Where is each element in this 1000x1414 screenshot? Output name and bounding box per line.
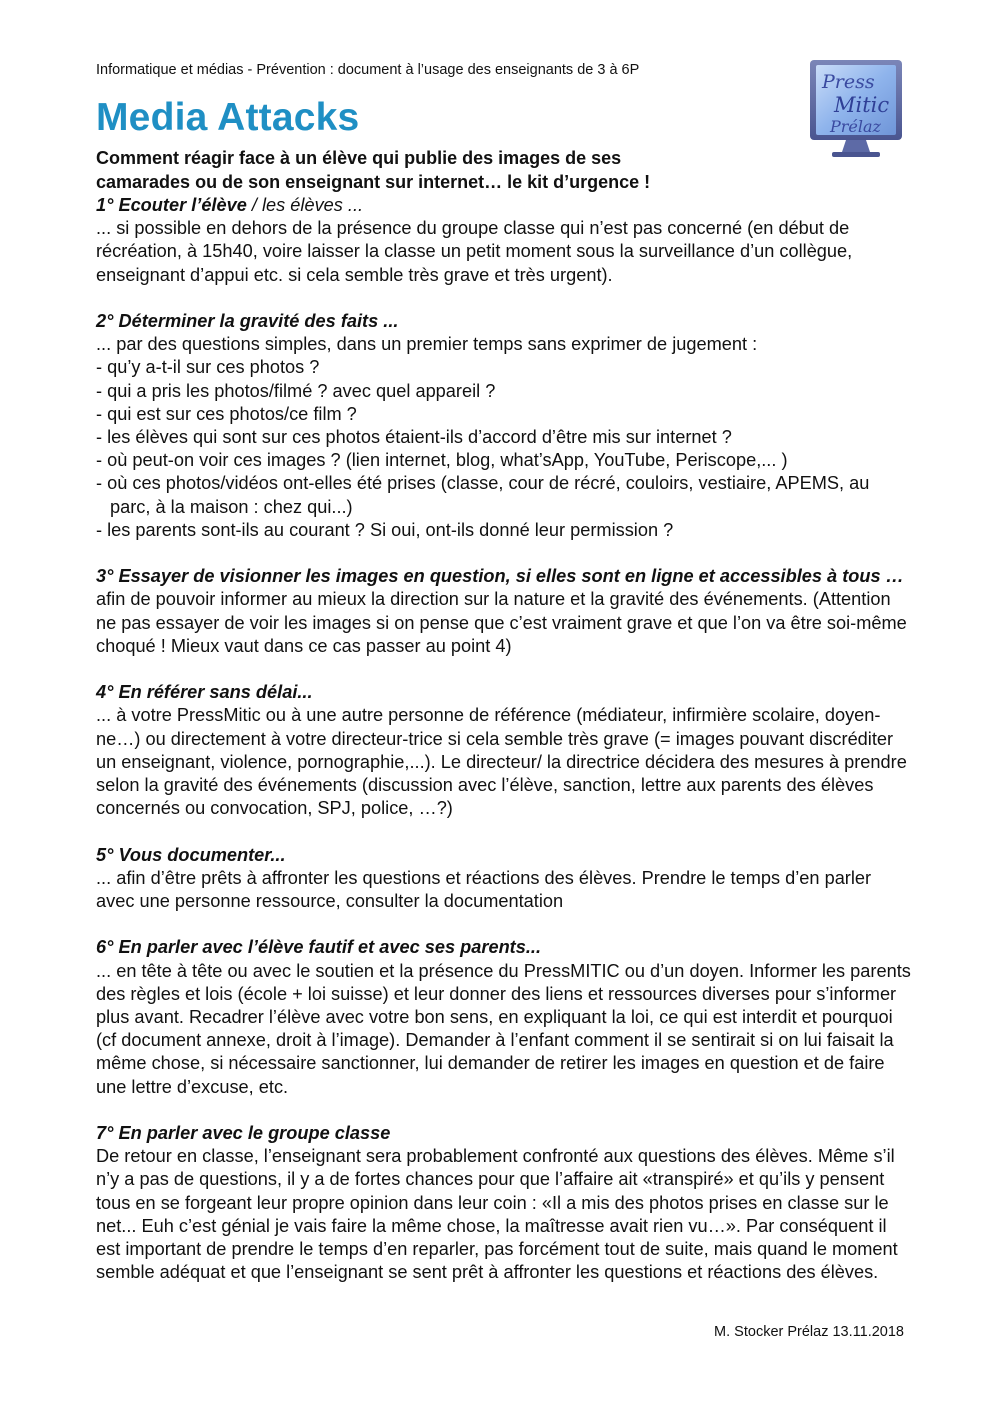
section-5: [96, 844, 911, 914]
section-7: [96, 1122, 911, 1284]
section-3-paragraph: [96, 565, 911, 658]
section-2-heading: 2° Déterminer la gravité des faits ...: [96, 311, 399, 331]
section-5-heading: 5° Vous documenter...: [96, 844, 286, 865]
section-5-body: ... afin d’être prêts à affronter les questions et réactions des élèves. Prendre le temps d’en parler avec une personne ressource, consulter la documentation: [96, 867, 872, 912]
section-3: [96, 565, 911, 658]
document-context-line: Informatique et médias - Prévention : document à l’usage des enseignants de 3 à 6P: [96, 62, 640, 78]
list-item: - qui est sur ces photos/ce film ?: [96, 403, 357, 424]
pressmitic-logo-icon: [808, 58, 904, 160]
page-subtitle: [96, 146, 650, 194]
section-1-heading-suffix: / les élèves ...: [246, 195, 364, 215]
subtitle-line-2: camarades ou de son enseignant sur internet… le kit d’urgence !: [96, 172, 651, 192]
section-1: [96, 194, 911, 287]
list-item: - où peut-on voir ces images ? (lien internet, blog, what’sApp, YouTube, Periscope,... ): [96, 450, 788, 471]
section-3-body: afin de pouvoir informer au mieux la direction sur la nature et la gravité des événements. (Attention ne pas essayer de voir les images si on pense que c’est vraiment grave et que l’on va être soi-même choqué ! Mieux vaut dans ce cas passer au point 4): [96, 589, 907, 656]
svg-text:Prélaz: Prélaz: [830, 117, 881, 136]
section-6-heading: 6° En parler avec l’élève fautif et avec ses parents...: [96, 937, 542, 958]
svg-text:Mitic: Mitic: [834, 93, 890, 117]
list-item: - qu’y a-t-il sur ces photos ?: [96, 357, 320, 378]
section-1-heading: [96, 194, 911, 217]
svg-text:Press: Press: [822, 71, 875, 93]
list-item: - où ces photos/vidéos ont-elles été prises (classe, cour de récré, couloirs, vestiaire, APEMS, au parc, à la maison : chez qui...): [96, 473, 870, 517]
section-4: [96, 681, 911, 820]
section-7-body: De retour en classe, l’enseignant sera probablement confronté aux questions des élèves. Même s’il n’y a pas de questions, il y a de fortes chances pour que l’affaire ait «transpiré» et qu’ils y pensent tous en se forgeant leur propre opinion dans leur coin : «Il a mis des photos prises en classe sur le net... Euh c’est génial je vais faire la même chose, la maîtresse avait rien vu…». Par conséquent il est important de prendre le temps d’en reparler, pas forcément tout de suite, mais quand le moment semble adéquat et que l’enseignant se sent prêt à affronter les questions et réactions des élèves.: [96, 1146, 898, 1283]
section-4-heading: 4° En référer sans délai...: [96, 682, 313, 703]
section-1-body: ... si possible en dehors de la présence du groupe classe qui n’est pas concerné (en début de récréation, à 15h40, voire laisser la classe un petit moment sous la surveillance d’un collègue, enseignant d’appui etc. si cela semble très grave et très urgent).: [96, 218, 853, 285]
list-item: - qui a pris les photos/filmé ? avec quel appareil ?: [96, 380, 496, 401]
list-item: - les parents sont-ils au courant ? Si oui, ont-ils donné leur permission ?: [96, 519, 674, 540]
section-2: [96, 310, 911, 542]
subtitle-line-1: Comment réagir face à un élève qui publie des images de ses: [96, 148, 622, 168]
section-7-heading: 7° En parler avec le groupe classe: [96, 1123, 391, 1144]
author-signature: M. Stocker Prélaz 13.11.2018: [714, 1324, 904, 1340]
section-2-intro: ... par des questions simples, dans un premier temps sans exprimer de jugement :: [96, 334, 758, 355]
section-6: [96, 936, 911, 1098]
section-3-heading: 3° Essayer de visionner les images en question, si elles sont en ligne et accessibles à tous …: [96, 566, 904, 587]
page-title: Media Attacks: [96, 96, 360, 139]
list-item: - les élèves qui sont sur ces photos étaient-ils d’accord d’être mis sur internet ?: [96, 427, 732, 448]
pressmitic-logo: [808, 58, 904, 160]
section-1-heading-main: 1° Ecouter l’élève: [96, 195, 247, 215]
document-body: [96, 194, 911, 1308]
section-4-body: ... à votre PressMitic ou à une autre personne de référence (médiateur, infirmière scolaire, doyen-ne…) ou directement à votre directeur-trice si cela semble très grave (= images pouvant discréditer un enseignant, violence, pornographie,...). Le directeur/ la directrice décidera des mesures à prendre selon la gravité des événements (discussion avec l’élève, sanction, lettre aux parents des élèves concernés ou convocation, SPJ, police, …?): [96, 705, 907, 819]
section-6-body: ... en tête à tête ou avec le soutien et la présence du PressMITIC ou d’un doyen. Informer les parents des règles et lois (école + loi suisse) et leur donner des liens et ressources diverses pour s’informer plus avant. Recadrer l’élève avec votre bon sens, en expliquant la loi, ce qui est interdit et pourquoi (cf document annexe, droit à l’image). Demander à l’enfant comment il se sentirait si on lui faisait la même chose, si nécessaire sanctionner, lui demander de retirer les images en question et de faire une lettre d’excuse, etc.: [96, 960, 911, 1097]
